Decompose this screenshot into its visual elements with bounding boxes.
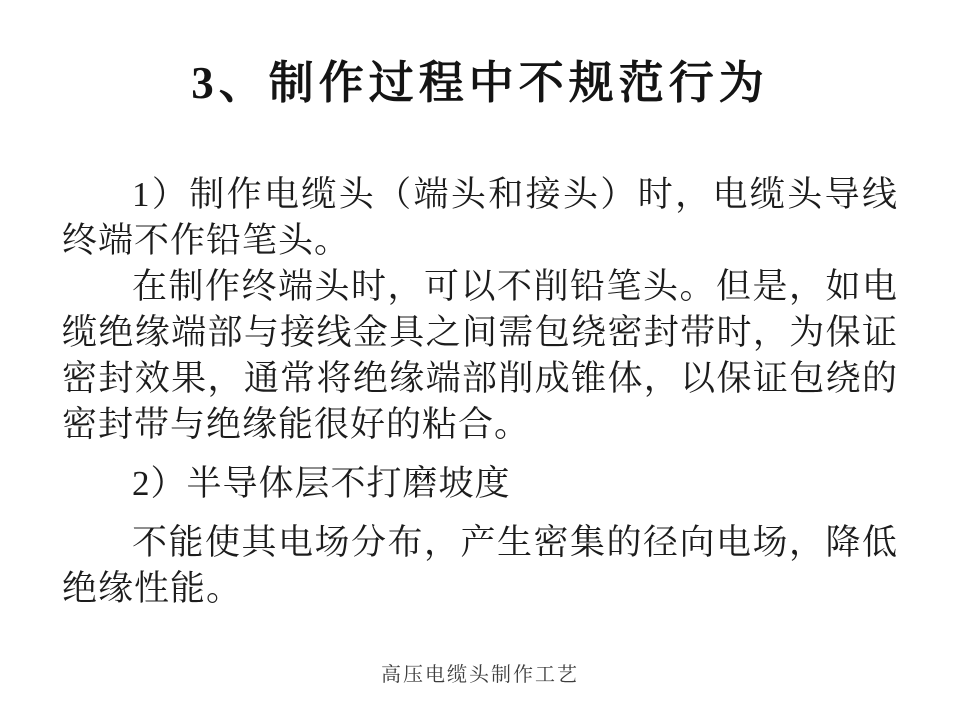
paragraph-sealing-tape: 在制作终端头时，可以不削铅笔头。但是，如电缆绝缘端部与接线金具之间需包绕密封带时，为保证密封效果，通常将绝缘端部削成锥体，以保证包绕的密封带与绝缘能很好的粘合。 [62, 267, 898, 444]
paragraph-cable-head: 1）制作电缆头（端头和接头）时，电缆头导线终端不作铅笔头。 [62, 175, 898, 260]
slide-body [62, 172, 898, 612]
slide-title: 3、制作过程中不规范行为 [191, 58, 769, 108]
paragraph-electric-field: 不能使其电场分布，产生密集的径向电场，降低绝缘性能。 [62, 523, 898, 608]
paragraph-semiconductor-layer: 2）半导体层不打磨坡度 [132, 464, 511, 503]
slide-footer-caption: 高压电缆头制作工艺 [381, 664, 579, 686]
